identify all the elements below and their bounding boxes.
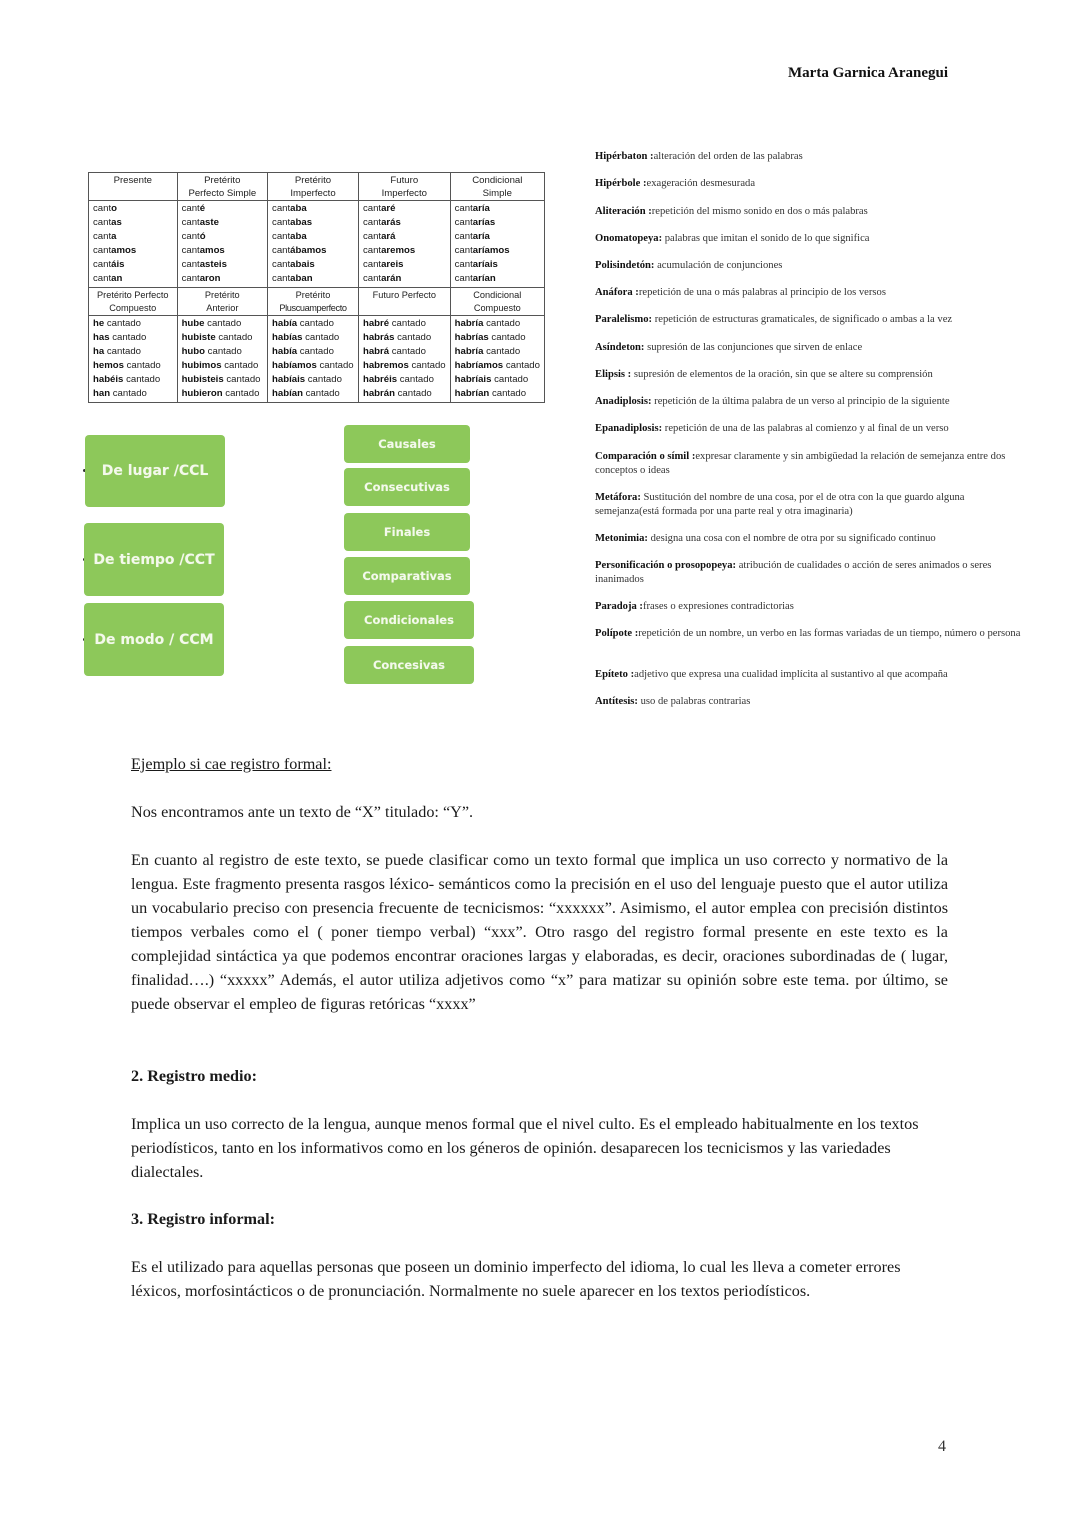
- subordinate-box-comparativas: [344, 557, 470, 595]
- header-line: Perfecto Simple: [188, 188, 257, 199]
- figure-term: Epanadiplosis:: [595, 423, 663, 434]
- complement-box-lugar: [85, 435, 225, 507]
- subordinate-box-condicionales: [344, 601, 474, 639]
- verb-form: cantará: [362, 231, 396, 242]
- figure-item: [595, 395, 1045, 409]
- subordinate-box-causales: [344, 425, 470, 463]
- header-line: Compuesto: [109, 303, 157, 313]
- section-heading-registro-informal: 3. Registro informal:: [131, 1210, 276, 1228]
- figure-term: Epíteto :: [595, 669, 635, 680]
- verb-form: ha cantado: [93, 346, 142, 357]
- verb-form: cantó: [181, 231, 206, 242]
- simple-tenses-body-row: [89, 201, 545, 288]
- verb-form: cantaba: [272, 231, 307, 242]
- verb-form: hubo cantado: [181, 346, 242, 357]
- verb-form: canto: [93, 203, 118, 214]
- figure-term: Hipérbaton :: [595, 151, 654, 162]
- header-line: Pretérito: [295, 290, 331, 300]
- verb-form: cantaría: [454, 231, 490, 242]
- table-cell: [268, 201, 359, 288]
- verb-form: hubiste cantado: [181, 332, 253, 343]
- figure-item: [595, 422, 1045, 436]
- figure-definition: designa una cosa con el nombre de otra por su significado continuo: [647, 533, 936, 544]
- table-header-cell: [358, 288, 450, 316]
- table-header-cell: [268, 288, 359, 316]
- verb-form: canta: [93, 231, 117, 242]
- verb-form: hubimos cantado: [181, 360, 259, 371]
- verb-form: había cantado: [272, 318, 334, 329]
- table-header-cell: [450, 173, 544, 201]
- verb-form: cantaríamos: [454, 245, 510, 256]
- figure-definition: repetición del mismo sonido en dos o más palabras: [651, 206, 868, 217]
- verb-form: cantaría: [454, 203, 490, 214]
- figure-term: Paralelismo:: [595, 314, 653, 325]
- figure-definition: supresión de elementos de la oración, sin que se altere su comprensión: [631, 369, 933, 380]
- table-cell: [450, 316, 544, 403]
- verb-form: has cantado: [93, 332, 147, 343]
- figure-item: [595, 232, 1045, 246]
- page-number: 4: [938, 1438, 946, 1455]
- verb-form: cantaremos: [362, 245, 416, 256]
- verb-form: han cantado: [93, 388, 147, 399]
- verb-form: cantareis: [362, 259, 404, 270]
- table-header-cell: [358, 173, 450, 201]
- figure-item: [595, 368, 1045, 382]
- verb-form: cantasteis: [181, 259, 227, 270]
- subordinate-box-finales: [344, 513, 470, 551]
- figure-item: [595, 627, 1047, 641]
- verb-form: cantaron: [181, 273, 221, 284]
- figure-term: Onomatopeya:: [595, 233, 663, 244]
- figure-item: [595, 532, 1045, 546]
- figure-item: [595, 341, 1045, 355]
- header-line: Pretérito: [204, 290, 240, 300]
- table-cell: [268, 316, 359, 403]
- table-cell: [358, 201, 450, 288]
- verb-form: habíamos cantado: [272, 360, 354, 371]
- figure-item: [595, 259, 1045, 273]
- figure-term: Polisindetón:: [595, 260, 655, 271]
- verb-form: cantaban: [272, 273, 313, 284]
- subordinate-label: Causales: [378, 437, 436, 451]
- table-header-cell: [177, 288, 267, 316]
- figure-definition: Sustitución del nombre de una cosa, por el de otra con la que guardo alguna semejanza(está formada por una parte real y otra imaginaria): [595, 492, 965, 517]
- verb-form: habrán cantado: [362, 388, 432, 399]
- verb-form: cantarán: [362, 273, 402, 284]
- figure-term: Paradoja :: [595, 601, 643, 612]
- verb-form: cantarás: [362, 217, 401, 228]
- verb-form: cantamos: [181, 245, 225, 256]
- table-header-cell: [450, 288, 544, 316]
- verb-form: habrá cantado: [362, 346, 426, 357]
- subordinate-label: Concesivas: [372, 658, 446, 672]
- figure-definition: alteración del orden de las palabras: [653, 151, 803, 162]
- verb-form: cantan: [93, 273, 123, 284]
- header-line: Imperfecto: [290, 188, 336, 199]
- verb-form: cantarían: [454, 273, 496, 284]
- verb-form: he cantado: [93, 318, 142, 329]
- table-cell: [450, 201, 544, 288]
- figure-item: [595, 150, 1045, 164]
- section-text-registro-medio: Implica un uso correcto de la lengua, aunque menos formal que el nivel culto. Es el empleado habitualmente en los textos periodísticos, tanto en los informativos como en los géneros de opinión. desaparecen los tecnicismos y las variedades dialectales.: [131, 1115, 919, 1181]
- header-line: Futuro Perfecto: [372, 290, 436, 300]
- verb-conjugation-table: [88, 172, 545, 403]
- table-cell: [177, 201, 267, 288]
- complement-label: De lugar /CCL: [101, 463, 209, 479]
- header-line: Condicional: [472, 175, 523, 186]
- figure-definition: palabras que imitan el sonido de lo que significa: [662, 233, 870, 244]
- simple-tenses-header-row: [89, 173, 545, 201]
- verb-form: habrás cantado: [362, 332, 432, 343]
- figure-item: [595, 600, 1045, 614]
- verb-form: habías cantado: [272, 332, 340, 343]
- verb-form: habría cantado: [454, 318, 521, 329]
- subordinate-label: Comparativas: [362, 569, 452, 583]
- verb-form: cantarías: [454, 217, 496, 228]
- figure-definition: supresión de las conjunciones que sirven de enlace: [644, 342, 863, 353]
- verb-form: cantáis: [93, 259, 125, 270]
- verb-form: habremos cantado: [362, 360, 446, 371]
- table-cell: [358, 316, 450, 403]
- verb-form: cantaste: [181, 217, 219, 228]
- figure-term: Aliteración :: [595, 206, 652, 217]
- figure-term: Anáfora :: [595, 287, 639, 298]
- header-line: Pretérito: [294, 175, 332, 186]
- compound-tenses-body-row: [89, 316, 545, 403]
- header-line: Pretérito Perfecto: [97, 290, 169, 300]
- figure-item: [595, 313, 1045, 327]
- table-header-cell: [89, 173, 178, 201]
- header-line: Anterior: [206, 303, 239, 313]
- verb-form: habéis cantado: [93, 374, 161, 385]
- header-line: Simple: [482, 188, 512, 199]
- figure-definition: acumulación de conjunciones: [654, 260, 783, 271]
- verb-form: habían cantado: [272, 388, 340, 399]
- verb-form: cantabais: [272, 259, 315, 270]
- figure-term: Metáfora:: [595, 492, 641, 503]
- figure-definition: adjetivo que expresa una cualidad implícita al sustantivo al que acompaña: [634, 669, 948, 680]
- verb-form: habíais cantado: [272, 374, 342, 385]
- figure-term: Elipsis :: [595, 369, 632, 380]
- verb-form: cantábamos: [272, 245, 327, 256]
- subordinate-label: Consecutivas: [364, 480, 450, 494]
- figure-item: [595, 205, 1045, 219]
- figure-definition: frases o expresiones contradictorias: [642, 601, 794, 612]
- compound-tenses-header-row: [89, 288, 545, 316]
- subordinate-label: Finales: [383, 525, 431, 539]
- verb-form: habrías cantado: [454, 332, 526, 343]
- table-header-cell: [177, 173, 267, 201]
- verb-form: cantaré: [362, 203, 396, 214]
- figure-definition: repetición de estructuras gramaticales, de significado o ambas a la vez: [652, 314, 953, 325]
- figure-term: Antítesis:: [595, 696, 638, 707]
- figure-item: [595, 559, 1030, 586]
- section-heading-registro-medio: 2. Registro medio:: [131, 1067, 258, 1085]
- author-name: Marta Garnica Aranegui: [788, 65, 948, 81]
- figure-term: Polípote :: [595, 628, 639, 639]
- figure-term: Comparación o símil :: [595, 451, 696, 462]
- figure-item: [595, 668, 1045, 682]
- figure-term: Personificación o prosopopeya:: [595, 560, 737, 571]
- figure-item: [595, 491, 1025, 518]
- figure-definition: repetición de una de las palabras al comienzo y al final de un verso: [662, 423, 949, 434]
- figure-definition: atribución de cualidades o acción de seres animados o seres inanimados: [595, 560, 992, 585]
- verb-form: habríais cantado: [454, 374, 529, 385]
- header-line: Pretérito: [204, 175, 241, 186]
- complement-label: De modo / CCM: [94, 631, 214, 648]
- subordinate-box-consecutivas: [344, 468, 470, 506]
- figure-definition: expresar claramente y sin ambigüedad la relación de semejanza entre dos conceptos o ideas: [595, 451, 1006, 476]
- complement-label: De tiempo /CCT: [93, 551, 215, 568]
- figure-term: Hipérbole :: [595, 178, 647, 189]
- figure-item: [595, 450, 1025, 477]
- example-intro: Nos encontramos ante un texto de “X” titulado: “Y”.: [131, 803, 474, 821]
- figure-item: [595, 695, 1045, 709]
- example-heading: Ejemplo si cae registro formal:: [131, 755, 332, 773]
- verb-form: canté: [181, 203, 206, 214]
- subordinate-box-concesivas: [344, 646, 474, 684]
- table-cell: [177, 316, 267, 403]
- verb-form: habrían cantado: [454, 388, 527, 399]
- verb-form: hubisteis cantado: [181, 374, 261, 385]
- verb-form: cantabas: [272, 217, 313, 228]
- verb-form: habría cantado: [454, 346, 521, 357]
- verb-form: cantas: [93, 217, 122, 228]
- verb-form: habréis cantado: [362, 374, 434, 385]
- header-line: Futuro: [390, 175, 419, 186]
- table-cell: [89, 201, 178, 288]
- figure-definition: repetición de una o más palabras al principio de los versos: [638, 287, 886, 298]
- figure-definition: repetición de un nombre, un verbo en las formas variadas de un tiempo, número o persona: [638, 628, 1021, 639]
- section-text-registro-informal: Es el utilizado para aquellas personas que poseen un dominio imperfecto del idioma, lo cual les lleva a cometer errores léxicos, morfosintácticos o de pronunciación. Normalmente no suele aparecer en los textos periodísticos.: [131, 1258, 901, 1300]
- figure-definition: uso de palabras contrarias: [637, 696, 751, 707]
- figure-item: [595, 177, 1045, 191]
- header-line: Compuesto: [473, 303, 521, 313]
- figure-item: [595, 286, 1045, 300]
- figure-definition: exageración desmesurada: [646, 178, 756, 189]
- verb-form: hemos cantado: [93, 360, 161, 371]
- figure-term: Anadiplosis:: [595, 396, 652, 407]
- verb-form: había cantado: [272, 346, 334, 357]
- verb-form: hube cantado: [181, 318, 242, 329]
- header-line: Imperfecto: [381, 188, 427, 199]
- complement-box-tiempo: [84, 523, 224, 596]
- example-paragraph: En cuanto al registro de este texto, se puede clasificar como un texto formal que implica un uso correcto y normativo de la lengua. Este fragmento presenta rasgos léxico- semánticos como la precisión en el uso del lenguaje puesto que el autor utiliza un vocabulario preciso con presencia frecuente de tecnicismos: “xxxxxx”. Asimismo, el autor emplea con precisión distintos tiempos verbales como el ( poner tiempo verbal) “xxx”. Otro rasgo del registro formal presente en este texto es la complejidad sintáctica ya que podemos encontrar oraciones largas y elaboradas, es decir, oraciones subordinadas de ( lugar, finalidad….) “xxxxx” Además, el autor utiliza adjetivos como “x” para matizar su opinión sobre este tema. por último, se puede observar el empleo de figuras retóricas “xxxx”: [131, 851, 948, 1013]
- verb-form: habríamos cantado: [454, 360, 540, 371]
- header-line: Pluscuamperfecto: [279, 303, 347, 313]
- verb-form: hubieron cantado: [181, 388, 260, 399]
- verb-form: cantaba: [272, 203, 307, 214]
- table-header-cell: [89, 288, 178, 316]
- verb-form: habré cantado: [362, 318, 426, 329]
- figure-term: Asíndeton:: [595, 342, 645, 353]
- figure-term: Metonimia:: [595, 533, 648, 544]
- table-cell: [89, 316, 178, 403]
- complement-box-modo: [84, 603, 224, 676]
- figure-definition: repetición de la última palabra de un verso al principio de la siguiente: [651, 396, 950, 407]
- verb-form: cantaríais: [454, 259, 498, 270]
- subordinate-label: Condicionales: [364, 613, 454, 627]
- verb-form: cantamos: [93, 245, 137, 256]
- header-line: Presente: [113, 175, 152, 186]
- table-header-cell: [268, 173, 359, 201]
- header-line: Condicional: [473, 290, 522, 300]
